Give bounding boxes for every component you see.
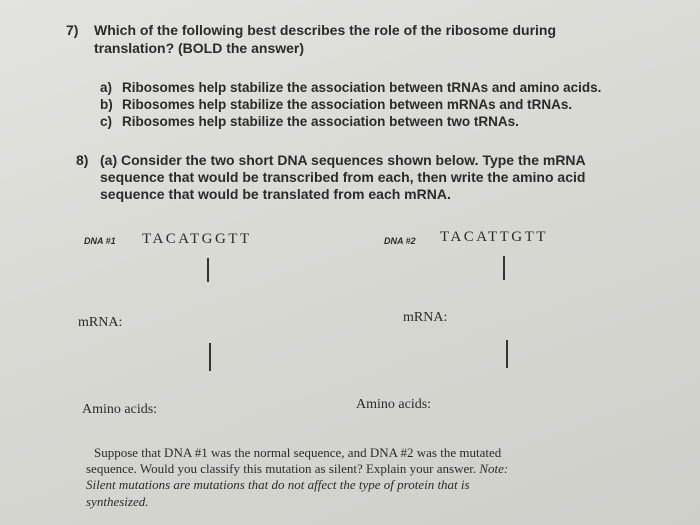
mrna1-translation-arrow (209, 343, 211, 371)
amino1-label: Amino acids: (82, 402, 158, 417)
mrna2-translation-arrow (506, 340, 508, 368)
dna1-label: DNA #1 (84, 236, 116, 246)
dna2-transcription-arrow (503, 256, 505, 280)
footer-line4: synthesized. (86, 494, 149, 509)
q7-option-a-letter: a) (100, 80, 113, 95)
footer-line1: Suppose that DNA #1 was the normal sequence, and DNA #2 was the mutated (94, 445, 502, 460)
footer-line2 (86, 461, 508, 477)
q8-line1: (a) Consider the two short DNA sequences shown below. Type the mRNA (100, 152, 586, 168)
mrna2-label: mRNA: (403, 310, 448, 325)
q7-option-b-text: Ribosomes help stabilize the association between mRNAs and tRNAs. (122, 97, 573, 112)
q7-number: 7) (66, 22, 79, 38)
q7-line1: Which of the following best describes the role of the ribosome during (94, 22, 557, 38)
dna2-label: DNA #2 (384, 236, 416, 246)
q8-line2: sequence that would be transcribed from each, then write the amino acid (100, 169, 586, 185)
dna1-transcription-arrow (207, 258, 209, 282)
q7-line2: translation? (BOLD the answer) (94, 40, 305, 56)
q8-number: 8) (76, 152, 89, 168)
q7-option-a-text: Ribosomes help stabilize the association between tRNAs and amino acids. (122, 80, 602, 95)
footer-note-label: Note: (479, 461, 509, 476)
q7-option-b-letter: b) (100, 97, 113, 112)
mrna1-label: mRNA: (78, 315, 123, 330)
dna2-sequence: TACATTGTT (440, 229, 548, 245)
q7-option-c-text: Ribosomes help stabilize the association between two tRNAs. (122, 114, 519, 129)
dna1-sequence: TACATGGTT (142, 231, 252, 247)
footer-line2-text: sequence. Would you classify this mutation as silent? Explain your answer. (86, 461, 477, 476)
q7-option-c-letter: c) (100, 114, 113, 129)
footer-line3: Silent mutations are mutations that do not affect the type of protein that is (86, 477, 470, 492)
amino2-label: Amino acids: (356, 397, 432, 412)
q8-line3: sequence that would be translated from each mRNA. (100, 186, 451, 202)
